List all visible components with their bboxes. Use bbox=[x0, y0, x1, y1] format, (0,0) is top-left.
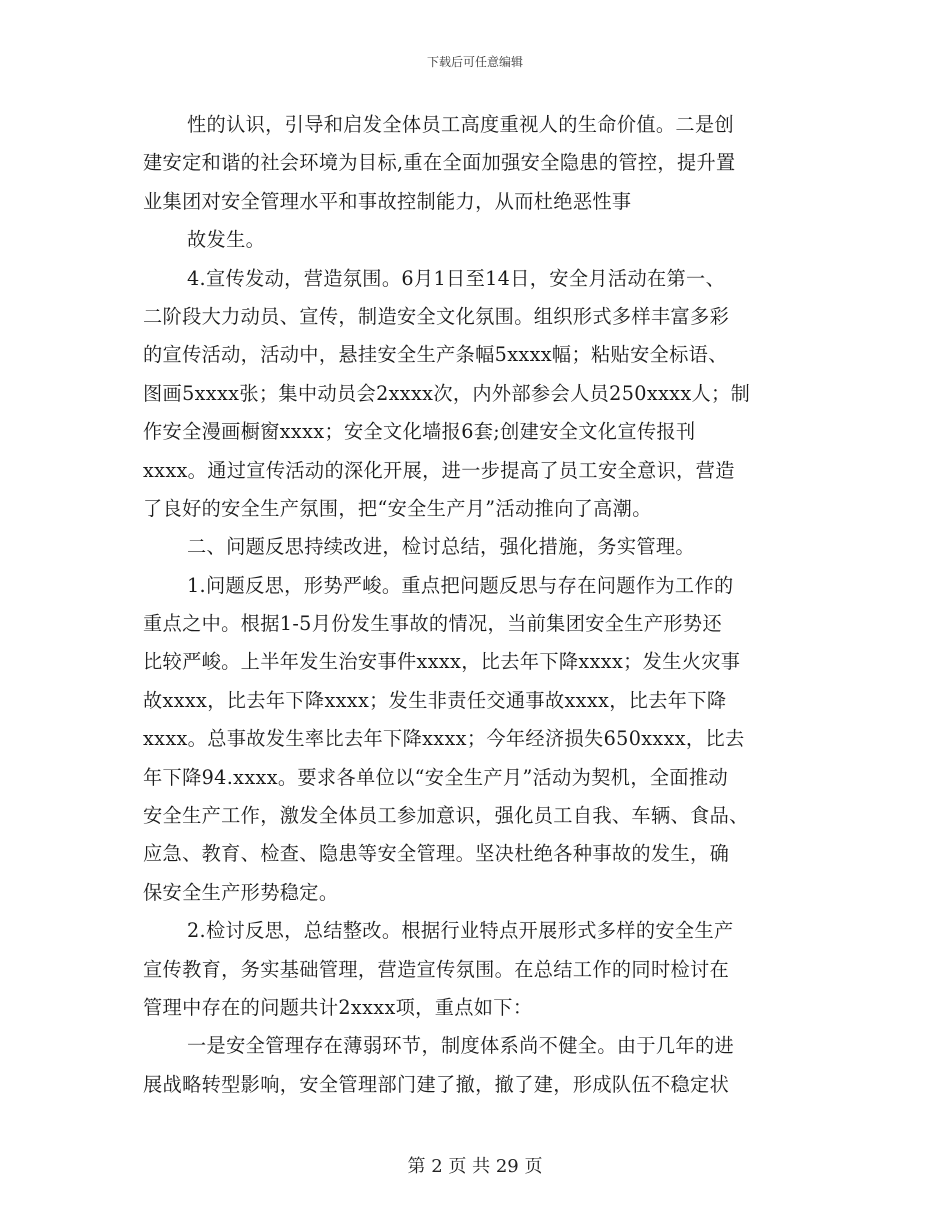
text-line: 应急、教育、检查、隐患等安全管理。坚决杜绝各种事故的发生，确 bbox=[143, 842, 730, 866]
text-line: 展战略转型影响，安全管理部门建了撤，撤了建，形成队伍不稳定状 bbox=[143, 1072, 730, 1096]
text-line: 一是安全管理存在薄弱环节，制度体系尚不健全。由于几年的进 bbox=[187, 1034, 735, 1058]
text-line: 2.检讨反思，总结整改。根据行业特点开展形式多样的安全生产 bbox=[187, 919, 734, 943]
text-line: 宣传教育，务实基础管理，营造宣传氛围。在总结工作的同时检讨在 bbox=[143, 957, 730, 981]
document-body bbox=[143, 106, 813, 1104]
text-line: 了良好的安全生产氛围，把“安全生产月”活动推向了高潮。 bbox=[143, 496, 652, 520]
text-line: 管理中存在的问题共计2xxxx项，重点如下： bbox=[143, 995, 533, 1019]
text-line: 性的认识，引导和启发全体员工高度重视人的生命价值。二是创 bbox=[187, 113, 735, 136]
text-line: 4.宣传发动，营造氛围。6月1日至14日，安全月活动在第一、 bbox=[187, 266, 726, 290]
text-line: xxxx。总事故发生率比去年下降xxxx；今年经济损失650xxxx，比去 bbox=[143, 727, 745, 751]
page-header: 下载后可任意编辑 bbox=[426, 55, 523, 69]
text-line: 二、问题反思持续改进，检讨总结，强化措施，务实管理。 bbox=[187, 535, 695, 559]
text-line: 比较严峻。上半年发生治安事件xxxx，比去年下降xxxx；发生火灾事 bbox=[143, 650, 741, 674]
text-line: 年下降94.xxxx。要求各单位以“安全生产月”活动为契机，全面推动 bbox=[143, 765, 729, 789]
text-line: 作安全漫画橱窗xxxx；安全文化墙报6套;创建安全文化宣传报刊 bbox=[143, 420, 696, 444]
text-line: 二阶段大力动员、宣传，制造安全文化氛围。组织形式多样丰富多彩 bbox=[143, 304, 730, 328]
text-line: 重点之中。根据1-5月份发生事故的情况，当前集团安全生产形势还 bbox=[143, 612, 722, 636]
text-line: 安全生产工作，激发全体员工参加意识，强化员工自我、车辆、食品、 bbox=[143, 804, 749, 828]
text-line: 图画5xxxx张；集中动员会2xxxx次，内外部参会人员250xxxx人；制 bbox=[143, 381, 751, 405]
text-line: 的宣传活动，活动中，悬挂安全生产条幅5xxxx幅；粘贴安全标语、 bbox=[143, 343, 728, 367]
text-line: 故xxxx，比去年下降xxxx；发生非责任交通事故xxxx，比去年下降 bbox=[143, 688, 727, 712]
page-footer: 第 2 页 共 29 页 bbox=[407, 1156, 543, 1177]
text-line: 业集团对安全管理水平和事故控制能力，从而杜绝恶性事 bbox=[143, 189, 632, 213]
text-line: 建安定和谐的社会环境为目标,重在全面加强安全隐患的管控，提升置 bbox=[143, 151, 736, 175]
text-line: xxxx。通过宣传活动的深化开展，进一步提高了员工安全意识，营造 bbox=[143, 458, 735, 482]
text-line: 故发生。 bbox=[187, 228, 266, 252]
text-line: 1.问题反思，形势严峻。重点把问题反思与存在问题作为工作的 bbox=[187, 573, 734, 597]
text-line: 保安全生产形势稳定。 bbox=[143, 880, 339, 904]
